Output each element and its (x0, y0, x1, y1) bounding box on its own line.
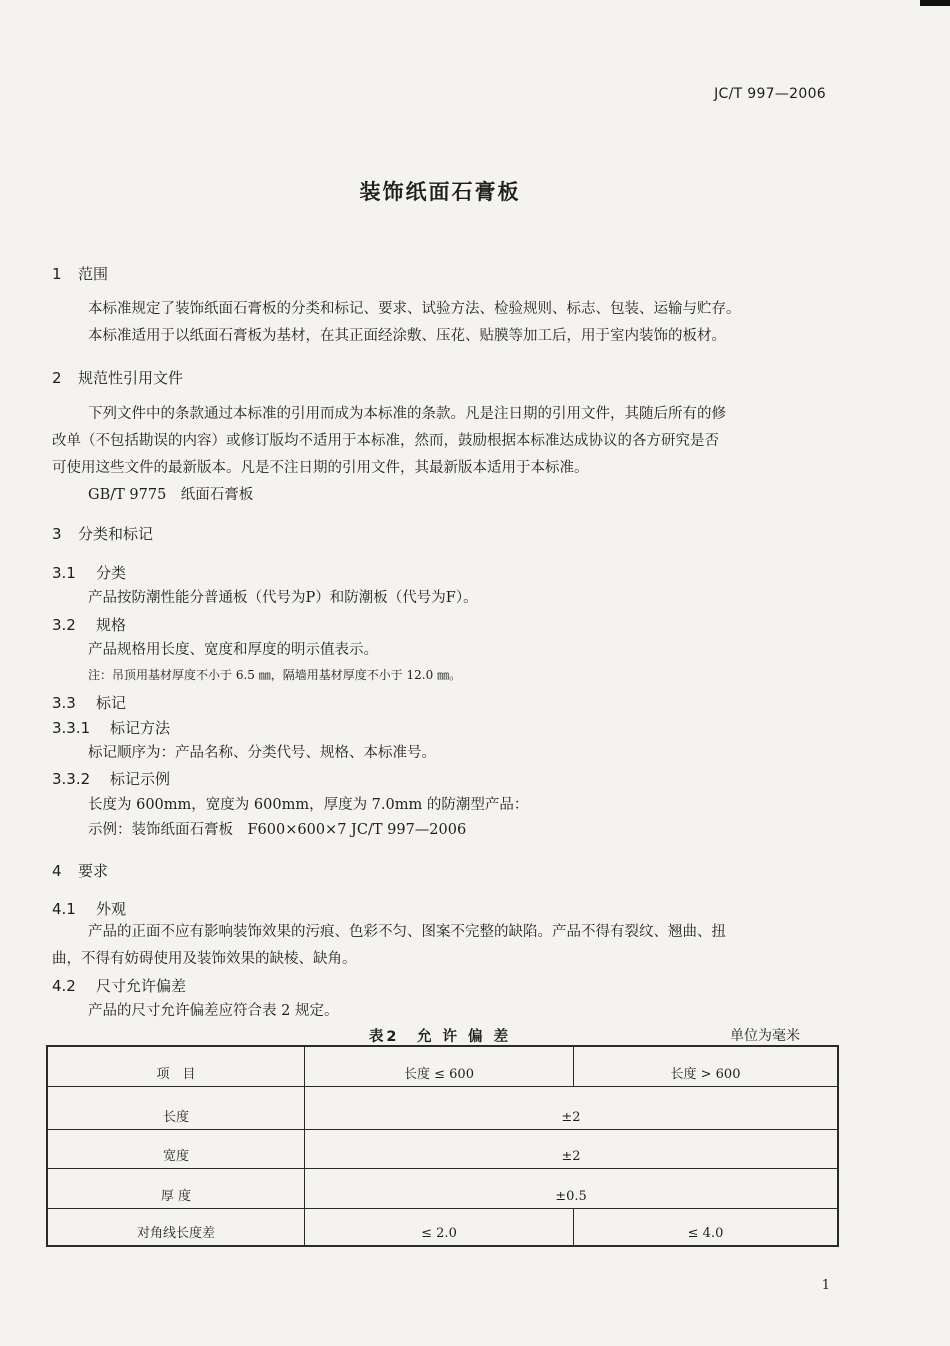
table-title: 表2 允 许 偏 差 (368, 1029, 512, 1045)
section-2-heading (52, 367, 183, 388)
subsection-number: 3.3.1 (52, 719, 91, 737)
subsection-number: 3.1 (52, 564, 76, 582)
subsection-3-3-1-heading (52, 717, 170, 738)
subsection-title: 分类 (96, 564, 127, 582)
row-value-le-600: ≤ 2.0 (305, 1208, 574, 1246)
section-4-heading (52, 860, 108, 881)
table-header-row (47, 1046, 838, 1086)
row-label: 长度 (47, 1086, 305, 1129)
references-line-3: 可使用这些文件的最新版本。凡是不注日期的引用文件，其最新版本适用于本标准。 (52, 460, 589, 476)
marking-example-text-2: 示例：装饰纸面石膏板 F600×600×7 JC/T 997—2006 (88, 822, 467, 838)
subsection-3-1-heading (52, 562, 126, 583)
references-line-1: 下列文件中的条款通过本标准的引用而成为本标准的条款。凡是注日期的引用文件，其随后所有的修 (88, 406, 726, 422)
section-number: 1 (52, 265, 62, 283)
table-row (47, 1129, 838, 1168)
subsection-3-3-2-heading (52, 768, 170, 789)
subsection-3-2-heading (52, 614, 126, 635)
subsection-4-1-heading (52, 898, 126, 919)
header-cell-length-gt-600: 长度 > 600 (574, 1046, 839, 1086)
subsection-4-2-heading (52, 975, 186, 996)
table-unit: 单位为毫米 (730, 1028, 800, 1044)
section-title: 要求 (78, 862, 109, 880)
header-cell-length-le-600: 长度 ≤ 600 (305, 1046, 574, 1086)
references-line-2: 改单（不包括勘误的内容）或修订版均不适用于本标准，然而，鼓励根据本标准达成协议的各方研究是否 (52, 433, 719, 449)
marking-example-text-1: 长度为 600mm，宽度为 600mm，厚度为 7.0mm 的防潮型产品： (88, 797, 529, 813)
tolerance-table (46, 1045, 839, 1247)
row-value: ±2 (305, 1086, 839, 1129)
row-value: ±0.5 (305, 1168, 839, 1208)
page-number: 1 (821, 1278, 830, 1293)
section-number: 3 (52, 525, 62, 543)
section-title: 规范性引用文件 (78, 369, 184, 387)
specification-text: 产品规格用长度、宽度和厚度的明示值表示。 (88, 642, 378, 658)
marking-method-text: 标记顺序为：产品名称、分类代号、规格、本标准号。 (88, 745, 436, 761)
standard-code: JC/T 997—2006 (714, 86, 826, 102)
section-title: 范围 (78, 265, 109, 283)
subsection-number: 3.3 (52, 694, 76, 712)
specification-note: 注：吊顶用基材厚度不小于 6.5 ㎜，隔墙用基材厚度不小于 12.0 ㎜。 (88, 668, 462, 682)
subsection-number: 4.2 (52, 977, 76, 995)
appearance-line-1: 产品的正面不应有影响装饰效果的污痕、色彩不匀、图案不完整的缺陷。产品不得有裂纹、翘曲、扭 (88, 924, 726, 940)
scope-paragraph-1: 本标准规定了装饰纸面石膏板的分类和标记、要求、试验方法、检验规则、标志、包装、运输与贮存。 (88, 301, 741, 317)
appearance-line-2: 曲，不得有妨碍使用及装饰效果的缺棱、缺角。 (52, 951, 357, 967)
subsection-number: 3.3.2 (52, 770, 91, 788)
row-label: 宽度 (47, 1129, 305, 1168)
subsection-title: 标记 (96, 694, 127, 712)
row-label: 对角线长度差 (47, 1208, 305, 1246)
section-3-heading (52, 523, 153, 544)
section-number: 2 (52, 369, 62, 387)
table-row (47, 1086, 838, 1129)
subsection-title: 规格 (96, 616, 127, 634)
document-title: 装饰纸面石膏板 (359, 180, 521, 204)
subsection-3-3-heading (52, 692, 126, 713)
subsection-title: 标记方法 (110, 719, 171, 737)
subsection-number: 4.1 (52, 900, 76, 918)
subsection-title: 标记示例 (110, 770, 171, 788)
referenced-standard: GB/T 9775 纸面石膏板 (88, 487, 254, 503)
subsection-title: 尺寸允许偏差 (96, 977, 187, 995)
scan-edge-mark (920, 0, 950, 6)
dimension-tolerance-text: 产品的尺寸允许偏差应符合表 2 规定。 (88, 1003, 339, 1019)
scope-paragraph-2: 本标准适用于以纸面石膏板为基材，在其正面经涂敷、压花、贴膜等加工后，用于室内装饰的板材。 (88, 328, 726, 344)
subsection-title: 外观 (96, 900, 127, 918)
header-cell-item: 项 目 (47, 1046, 305, 1086)
section-number: 4 (52, 862, 62, 880)
row-value: ±2 (305, 1129, 839, 1168)
table-row (47, 1208, 838, 1246)
section-1-heading (52, 263, 108, 284)
section-title: 分类和标记 (78, 525, 154, 543)
classification-text: 产品按防潮性能分普通板（代号为P）和防潮板（代号为F）。 (88, 590, 478, 606)
row-value-gt-600: ≤ 4.0 (574, 1208, 839, 1246)
subsection-number: 3.2 (52, 616, 76, 634)
row-label: 厚 度 (47, 1168, 305, 1208)
table-row (47, 1168, 838, 1208)
